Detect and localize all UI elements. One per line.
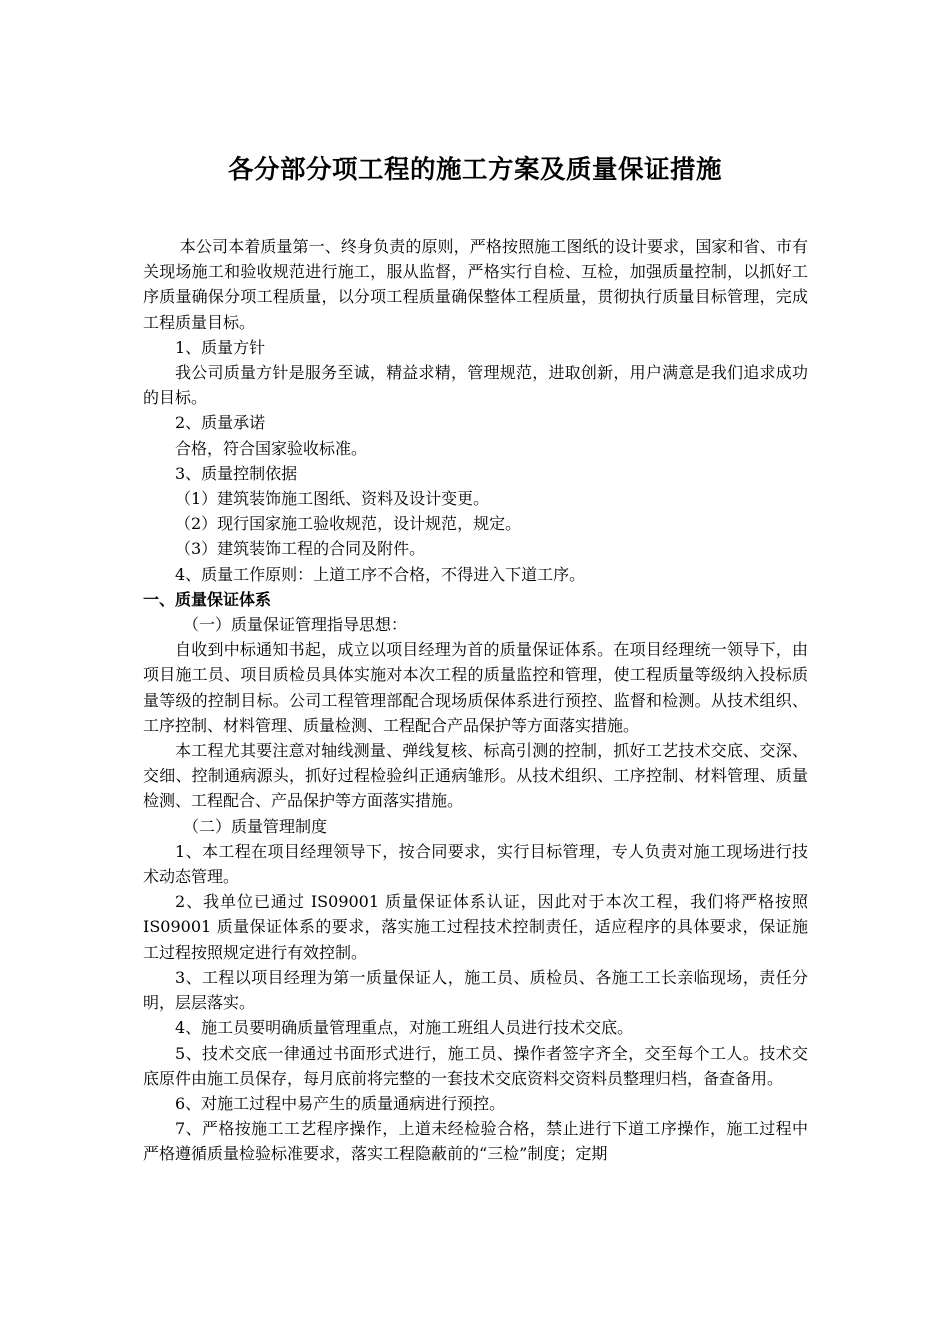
- policy-text: 我公司质量方针是服务至诚，精益求精，管理规范，进取创新，用户满意是我们追求成功的目标。: [143, 363, 808, 408]
- rule-item: 6、对施工过程中易产生的质量通病进行预控。: [175, 1093, 506, 1113]
- guide-paragraph: 本工程尤其要注意对轴线测量、弹线复核、标高引测的控制，抓好工艺技术交底、交深、交细、控制通病源头，抓好过程检验纠正通病雏形。从技术组织、工序控制、材料管理、质量检测、工程配合、产品保护等方面落实措施。: [143, 741, 808, 811]
- commitment-text: 合格，符合国家验收标准。: [175, 438, 368, 458]
- document-title: 各分部分项工程的施工方案及质量保证措施: [227, 155, 722, 185]
- document-body: [143, 234, 808, 1167]
- rule-item: 2、我单位已通过 IS09001 质量保证体系认证，因此对于本次工程，我们将严格按照 IS09001 质量保证体系的要求，落实施工过程技术控制责任，适应程序的具体要求，保证施工过程按照规定进行有效控制。: [143, 892, 808, 962]
- rule-item: 5、技术交底一律通过书面形式进行，施工员、操作者签字齐全，交至每个工人。技术交底原件由施工员保存，每月底前将完整的一套技术交底资料交资料员整理归档，备查备用。: [143, 1043, 808, 1088]
- commitment-heading: 2、质量承诺: [175, 413, 266, 433]
- rule-item: 1、本工程在项目经理领导下，按合同要求，实行目标管理，专人负责对施工现场进行技术动态管理。: [143, 841, 808, 887]
- section-heading: 一、质量保证体系: [143, 589, 272, 609]
- intro-paragraph: 本公司本着质量第一、终身负责的原则，严格按照施工图纸的设计要求，国家和省、市有关现场施工和验收规范进行施工，服从监督，严格实行自检、互检，加强质量控制，以抓好工序质量确保分项工程质量，以分项工程质量确保整体工程质量，贯彻执行质量目标管理，完成工程质量目标。: [143, 237, 808, 332]
- basis-item: （2）现行国家施工验收规范，设计规范，规定。: [175, 514, 522, 534]
- basis-item: （1）建筑装饰施工图纸、资料及设计变更。: [175, 489, 490, 509]
- rule-item: 7、严格按施工工艺程序操作，上道未经检验合格，禁止进行下道工序操作，施工过程中严格遵循质量检验标准要求，落实工程隐蔽前的“三检”制度；定期: [143, 1119, 808, 1164]
- subsection-heading: （二）质量管理制度: [183, 816, 328, 836]
- policy-heading: 1、质量方针: [175, 337, 266, 357]
- principle-text: 4、质量工作原则：上道工序不合格，不得进入下道工序。: [175, 564, 586, 584]
- basis-item: （3）建筑装饰工程的合同及附件。: [175, 539, 426, 559]
- subsection-heading: （一）质量保证管理指导思想：: [183, 615, 408, 635]
- basis-heading: 3、质量控制依据: [175, 463, 298, 483]
- rule-item: 4、施工员要明确质量管理重点，对施工班组人员进行技术交底。: [175, 1018, 634, 1038]
- guide-paragraph: 自收到中标通知书起，成立以项目经理为首的质量保证体系。在项目经理统一领导下，由项目施工员、项目质检员具体实施对本次工程的质量监控和管理，使工程质量等级纳入投标质量等级的控制目标。公司工程管理部配合现场质保体系进行预控、监督和检测。从技术组织、工序控制、材料管理、质量检测、工程配合产品保护等方面落实措施。: [143, 640, 808, 735]
- rule-item: 3、工程以项目经理为第一质量保证人，施工员、质检员、各施工工长亲临现场，责任分明，层层落实。: [143, 967, 808, 1013]
